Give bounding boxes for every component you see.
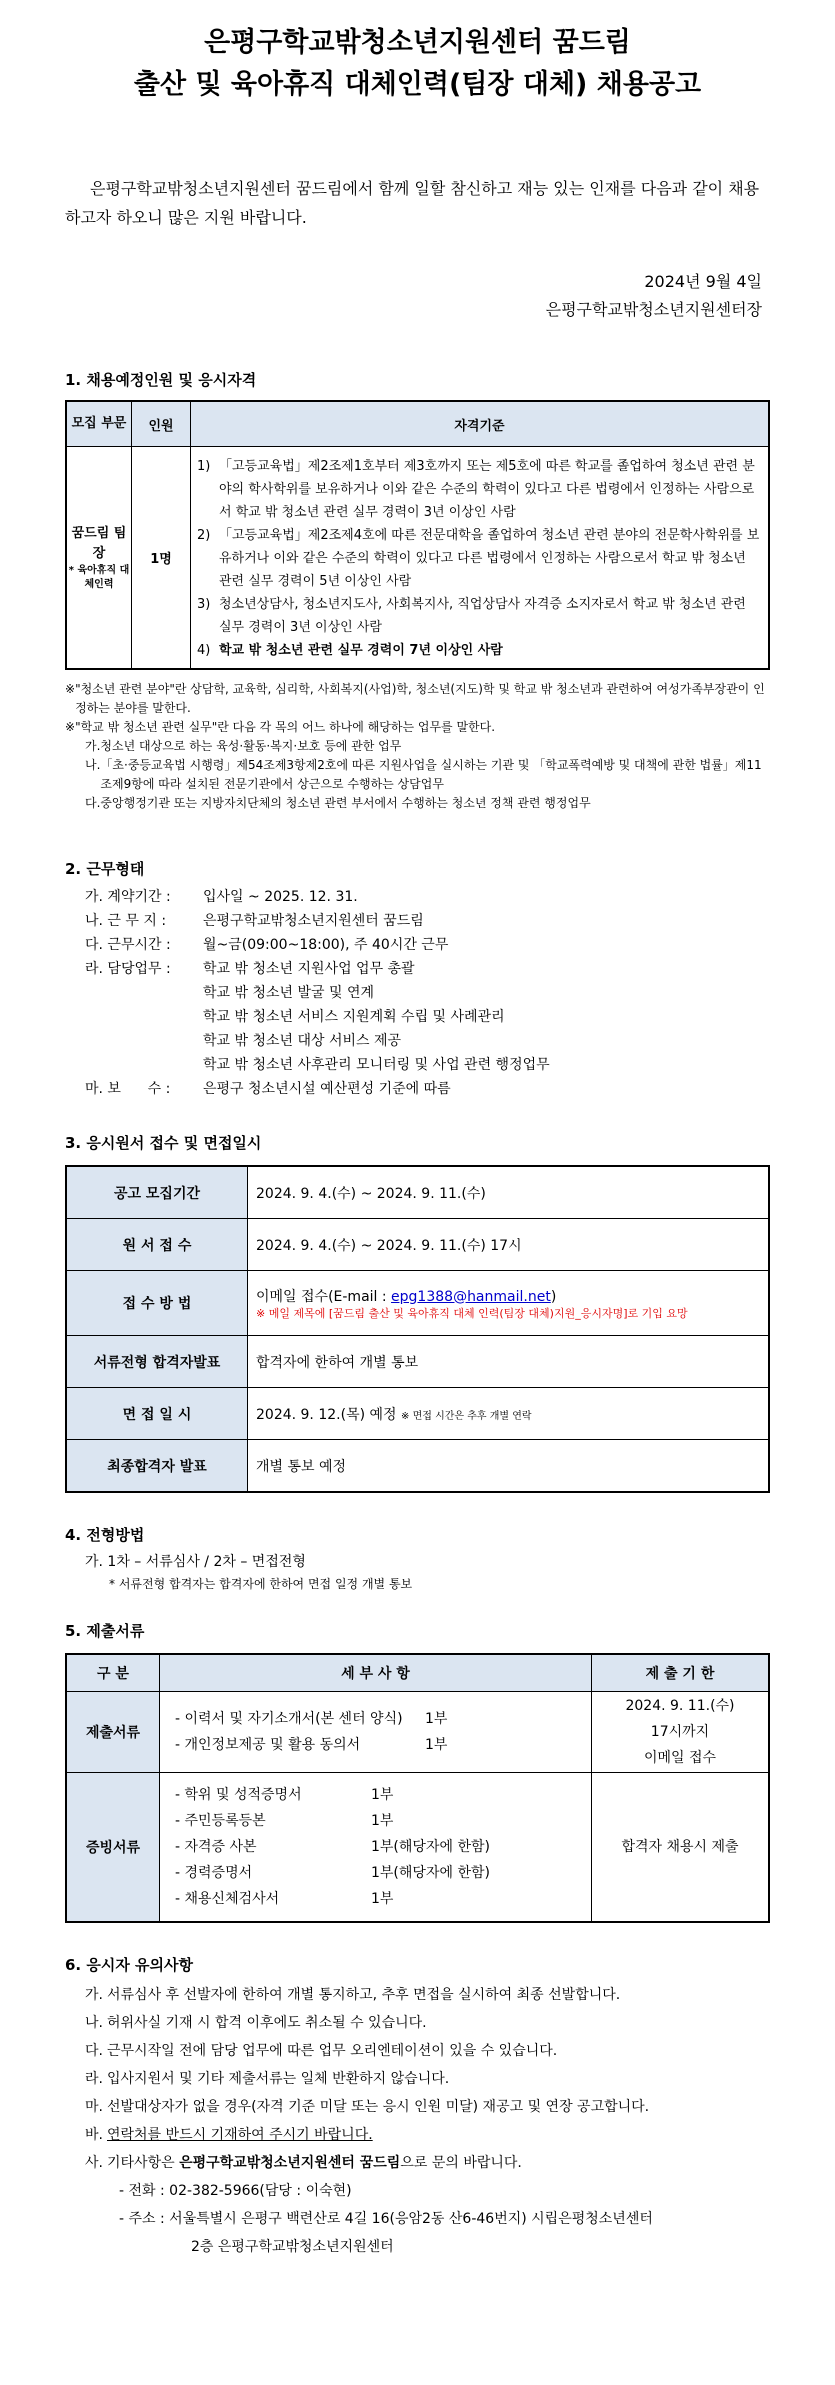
col-header-details: 세 부 사 항 — [160, 1654, 592, 1692]
contact-address: - 주소 : 서울특별시 은평구 백련산로 4길 16(응암2동 산6-46번지) 시립은평청소년센터 — [119, 2211, 653, 2227]
work-row: 라. 담당업무 : 학교 밖 청소년 지원사업 업무 총괄 — [85, 961, 415, 977]
notice-date: 2024년 9월 4일 — [644, 272, 762, 291]
category-cell — [66, 447, 132, 670]
row-value: 2024. 9. 12.(목) 예정 ※ 면접 시간은 추후 개별 연락 — [248, 1388, 770, 1440]
contact-phone: - 전화 : 02-382-5966(담당 : 이숙현) — [119, 2183, 352, 2199]
note-line: 다. 중앙행정기관 또는 지방자치단체의 청소년 관련 부서에서 수행하는 청소년 정책 관련 행정업무 — [85, 796, 591, 810]
criteria-cell — [191, 447, 770, 670]
duty-item: 학교 밖 청소년 사후관리 모니터링 및 사업 관련 행정업무 — [203, 1057, 550, 1073]
row-label: 원 서 접 수 — [66, 1219, 248, 1271]
selection-line: 가. 1차 – 서류심사 / 2차 – 면접전형 — [85, 1554, 306, 1570]
col-header-category: 모집 부문 — [66, 401, 132, 447]
note-line: ※ "학교 밖 청소년 관련 실무"란 다음 각 목의 어느 하나에 해당하는 업무를 말한다. — [65, 720, 496, 734]
row-label: 공고 모집기간 — [66, 1166, 248, 1219]
criteria-item: 2) 「고등교육법」제2조제4호에 따른 전문대학을 졸업하여 청소년 관련 분야의 전문학사학위를 보유하거나 이와 같은 수준의 학력이 있다고 다른 법령에서 인정하는 사람으로서 학교 밖 청소년 관련 실무 경력이 5년 이상인 사람 — [197, 528, 760, 589]
row-value: 2024. 9. 4.(수) ~ 2024. 9. 11.(수) 17시 — [248, 1219, 770, 1271]
page-subtitle: 출산 및 육아휴직 대체인력(팀장 대체) 채용공고 — [133, 69, 702, 100]
note-line: 가. 청소년 대상으로 하는 육성·활동·복지·보호 등에 관한 업무 — [85, 739, 402, 753]
criteria-item: 4) 학교 밖 청소년 관련 실무 경력이 7년 이상인 사람 — [197, 643, 503, 658]
section-heading-work: 2. 근무형태 — [65, 860, 145, 878]
category-name: 꿈드림 팀장 — [71, 525, 127, 561]
caution-item: 가. 서류심사 후 선발자에 한하여 개별 통지하고, 추후 면접을 실시하여 최종 선발합니다. — [85, 1987, 621, 2003]
criteria-item: 3) 청소년상담사, 청소년지도사, 사회복지사, 직업상담사 자격증 소지자로서 학교 밖 청소년 관련 실무 경력이 3년 이상인 사람 — [197, 597, 746, 635]
col-header-count: 인원 — [132, 401, 191, 447]
eligibility-table — [65, 400, 770, 670]
intro-paragraph: 은평구학교밖청소년지원센터 꿈드림에서 함께 일할 참신하고 재능 있는 인재를 다음과 같이 채용하고자 하오니 많은 지원 바랍니다. — [65, 179, 760, 227]
caution-item: 라. 입사지원서 및 기타 제출서류는 일체 반환하지 않습니다. — [85, 2071, 450, 2087]
work-row: 가. 계약기간 : 입사일 ~ 2025. 12. 31. — [85, 889, 358, 905]
doc-group-items: - 학위 및 성적증명서 1부 - 주민등록등본 1부 - 자격증 사본 1부(해당자에 한함) - 경력증명서 1부(해당자에 한함) - 채용신체검사서 1부 — [160, 1773, 592, 1923]
documents-table — [65, 1653, 770, 1923]
work-row: 다. 근무시간 : 월~금(09:00~18:00), 주 40시간 근무 — [85, 937, 449, 953]
schedule-table — [65, 1165, 770, 1493]
work-conditions — [65, 885, 770, 1101]
section-heading-documents: 5. 제출서류 — [65, 1622, 145, 1640]
row-value: 합격자에 한하여 개별 통보 — [248, 1336, 770, 1388]
cautions-list — [65, 1981, 770, 2177]
section-heading-schedule: 3. 응시원서 접수 및 면접일시 — [65, 1134, 262, 1152]
note-line: 나. 「초·중등교육법 시행령」제54조제3항제2호에 따른 지원사업을 실시하는 기관 및 「학교폭력예방 및 대책에 관한 법률」제11조제9항에 따라 설치된 전문기관에서 상근으로 수행하는 상담업무 — [85, 758, 762, 791]
caution-item: 나. 허위사실 기재 시 합격 이후에도 취소될 수 있습니다. — [85, 2015, 427, 2031]
selection-note: * 서류전형 합격자는 합격자에 한하여 면접 일정 개별 통보 — [109, 1577, 413, 1591]
row-label: 서류전형 합격자발표 — [66, 1336, 248, 1388]
doc-deadline: 2024. 9. 11.(수) 17시까지 이메일 접수 — [592, 1692, 770, 1773]
row-value: 개별 통보 예정 — [248, 1440, 770, 1493]
contact-address-cont: 2층 은평구학교밖청소년지원센터 — [191, 2239, 394, 2255]
eligibility-notes — [65, 680, 770, 813]
row-value: 이메일 접수(E-mail : epg1388@hanmail.net) ※ 메일 제목에 [꿈드림 출산 및 육아휴직 대체 인력(팀장 대체)지원_응시자명]로 기입 요망 — [248, 1271, 770, 1336]
row-label: 최종합격자 발표 — [66, 1440, 248, 1493]
doc-deadline: 합격자 채용시 제출 — [592, 1773, 770, 1923]
caution-item: 사. 기타사항은 은평구학교밖청소년지원센터 꿈드림으로 문의 바랍니다. — [85, 2155, 522, 2171]
row-label: 면 접 일 시 — [66, 1388, 248, 1440]
col-header-type: 구 분 — [66, 1654, 160, 1692]
caution-item: 마. 선발대상자가 없을 경우(자격 기준 미달 또는 응시 인원 미달) 재공고 및 연장 공고합니다. — [85, 2099, 650, 2115]
doc-group-items: - 이력서 및 자기소개서(본 센터 양식) 1부 - 개인정보제공 및 활용 동의서 1부 — [160, 1692, 592, 1773]
contact-info — [65, 2177, 770, 2261]
selection-method — [65, 1551, 770, 1595]
doc-group-label: 제출서류 — [66, 1692, 160, 1773]
email-link[interactable]: epg1388@hanmail.net — [391, 1288, 551, 1305]
section-heading-selection: 4. 전형방법 — [65, 1526, 145, 1544]
caution-item: 다. 근무시작일 전에 담당 업무에 따른 업무 오리엔테이션이 있을 수 있습니다. — [85, 2043, 558, 2059]
headcount-cell: 1명 — [132, 447, 191, 670]
section-heading-eligibility: 1. 채용예정인원 및 응시자격 — [65, 371, 257, 389]
page-title: 은평구학교밖청소년지원센터 꿈드림 — [204, 27, 631, 58]
work-row: 나. 근 무 지 : 은평구학교밖청소년지원센터 꿈드림 — [85, 913, 424, 929]
category-note: * 육아휴직 대체인력 — [68, 564, 130, 590]
criteria-item: 1) 「고등교육법」제2조제1호부터 제3호까지 또는 제5호에 따른 학교를 졸업하여 청소년 관련 분야의 학사학위를 보유하거나 이와 같은 수준의 학력이 있다고 다른 법령에서 인정하는 사람으로서 학교 밖 청소년 관련 실무 경력이 3년 이상인 사람 — [197, 459, 755, 520]
note-line: ※ "청소년 관련 분야"란 상담학, 교육학, 심리학, 사회복지(사업)학, 청소년(지도)학 및 학교 밖 청소년과 관련하여 여성가족부장관이 인정하는 분야를 말한다. — [65, 682, 765, 715]
caution-item: 바. 연락처를 반드시 기재하여 주시기 바랍니다. — [85, 2127, 373, 2143]
col-header-deadline: 제 출 기 한 — [592, 1654, 770, 1692]
email-subject-note: ※ 메일 제목에 [꿈드림 출산 및 육아휴직 대체 인력(팀장 대체)지원_응시자명]로 기입 요망 — [256, 1306, 688, 1320]
duty-item: 학교 밖 청소년 서비스 지원계획 수립 및 사례관리 — [203, 1009, 505, 1025]
doc-group-label: 증빙서류 — [66, 1773, 160, 1923]
notice-issuer: 은평구학교밖청소년지원센터장 — [545, 300, 762, 319]
duty-item: 학교 밖 청소년 대상 서비스 제공 — [203, 1033, 402, 1049]
duty-item: 학교 밖 청소년 발굴 및 연계 — [203, 985, 375, 1001]
section-heading-cautions: 6. 응시자 유의사항 — [65, 1956, 194, 1974]
work-row: 마. 보 수 : 은평구 청소년시설 예산편성 기준에 따름 — [85, 1081, 451, 1097]
col-header-criteria: 자격기준 — [191, 401, 770, 447]
row-label: 접 수 방 법 — [66, 1271, 248, 1336]
row-value: 2024. 9. 4.(수) ~ 2024. 9. 11.(수) — [248, 1166, 770, 1219]
